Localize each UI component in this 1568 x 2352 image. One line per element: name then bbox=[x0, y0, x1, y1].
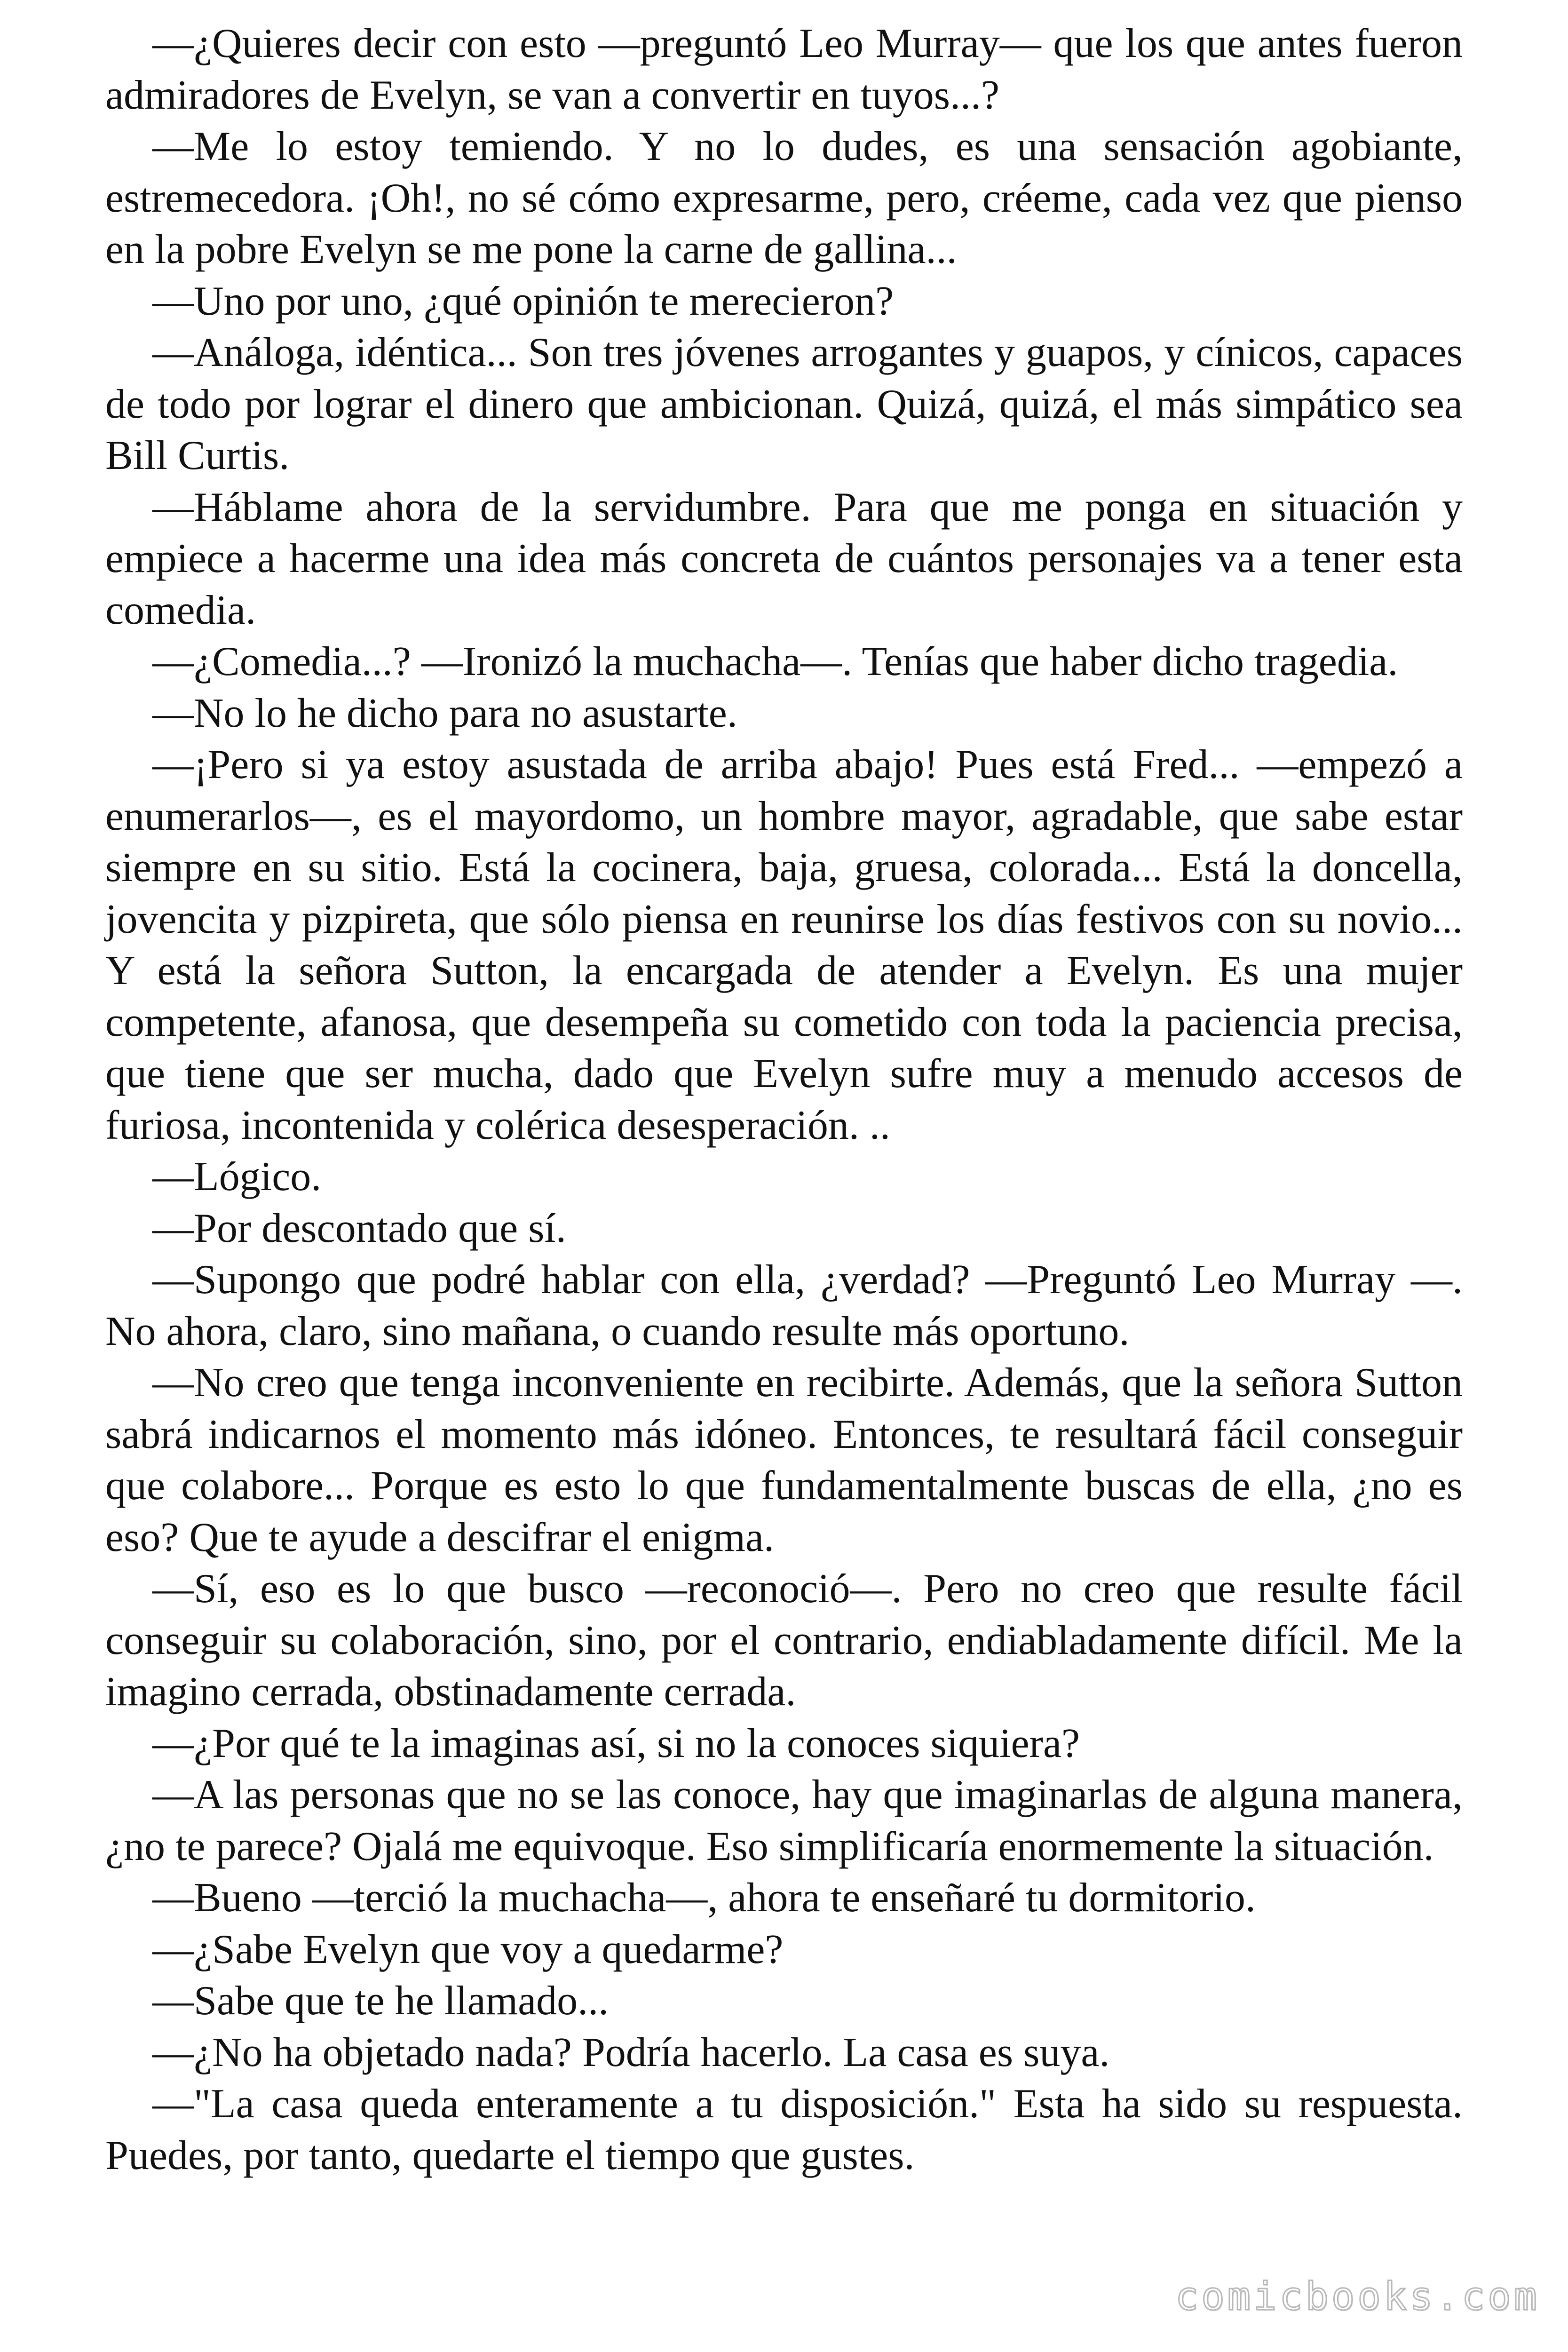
paragraph: —¿Por qué te la imaginas así, si no la conoces siquiera? bbox=[152, 1720, 1080, 1766]
paragraph: —Lógico. bbox=[152, 1154, 322, 1200]
page-body-text bbox=[105, 18, 1463, 2181]
paragraph: —Me lo estoy temiendo. Y no lo dudes, es una sensación agobiante, estremecedora. ¡Oh!, no sé cómo expresarme, pero, créeme, cada vez que pienso en la pobre Evelyn se me pone la carne de gallina... bbox=[105, 124, 1463, 272]
paragraph: —¿Quieres decir con esto —preguntó Leo Murray— que los que antes fueron admiradores de Evelyn, se van a convertir en tuyos...? bbox=[105, 21, 1463, 118]
paragraph: —Uno por uno, ¿qué opinión te merecieron? bbox=[152, 278, 894, 324]
paragraph: —Supongo que podré hablar con ella, ¿verdad? —Preguntó Leo Murray —. No ahora, claro, sino mañana, o cuando resulte más oportuno. bbox=[105, 1257, 1463, 1354]
paragraph: —Sabe que te he llamado... bbox=[152, 1978, 609, 2024]
paragraph: —Sí, eso es lo que busco —reconoció—. Pero no creo que resulte fácil conseguir su colaboración, sino, por el contrario, endiabladamente difícil. Me la imagino cerrada, obstinadamente cerrada. bbox=[105, 1566, 1463, 1715]
paragraph: —¿No ha objetado nada? Podría hacerlo. La casa es suya. bbox=[152, 2029, 1110, 2075]
paragraph: —¡Pero si ya estoy asustada de arriba abajo! Pues está Fred... —empezó a enumerarlos—, es el mayordomo, un hombre mayor, agradable, que sabe estar siempre en su sitio. Está la cocinera, baja, gruesa, colorada... Está la doncella, jovencita y pizpireta, que sólo piensa en reunirse los días festivos con su novio... Y está la señora Sutton, la encargada de atender a Evelyn. Es una mujer competente, afanosa, que desempeña su cometido con toda la paciencia precisa, que tiene que ser mucha, dado que Evelyn sufre muy a menudo accesos de furiosa, incontenida y colérica desesperación. .. bbox=[105, 742, 1463, 1148]
paragraph: —Análoga, idéntica... Son tres jóvenes arrogantes y guapos, y cínicos, capaces de todo por lograr el dinero que ambicionan. Quizá, quizá, el más simpático sea Bill Curtis. bbox=[105, 330, 1463, 478]
paragraph: —Por descontado que sí. bbox=[152, 1205, 566, 1251]
paragraph: —No creo que tenga inconveniente en recibirte. Además, que la señora Sutton sabrá indicarnos el momento más idóneo. Entonces, te resultará fácil conseguir que colabore... Porque es esto lo que fundamentalmente buscas de ella, ¿no es eso? Que te ayude a descifrar el enigma. bbox=[105, 1360, 1463, 1560]
paragraph: —Háblame ahora de la servidumbre. Para que me ponga en situación y empiece a hacerme una idea más concreta de cuántos personajes va a tener esta comedia. bbox=[105, 484, 1463, 633]
paragraph: —No lo he dicho para no asustarte. bbox=[152, 690, 737, 736]
watermark: comicbooks.com bbox=[1175, 2274, 1540, 2319]
paragraph: —Bueno —terció la muchacha—, ahora te enseñaré tu dormitorio. bbox=[152, 1875, 1256, 1921]
paragraph: —¿Sabe Evelyn que voy a quedarme? bbox=[152, 1926, 784, 1972]
paragraph: —A las personas que no se las conoce, hay que imaginarlas de alguna manera, ¿no te parece? Ojalá me equivoque. Eso simplificaría enormemente la situación. bbox=[105, 1772, 1463, 1869]
paragraph: —¿Comedia...? —Ironizó la muchacha—. Tenías que haber dicho tragedia. bbox=[152, 639, 1398, 684]
paragraph: —"La casa queda enteramente a tu disposición." Esta ha sido su respuesta. Puedes, por tanto, quedarte el tiempo que gustes. bbox=[105, 2081, 1463, 2178]
